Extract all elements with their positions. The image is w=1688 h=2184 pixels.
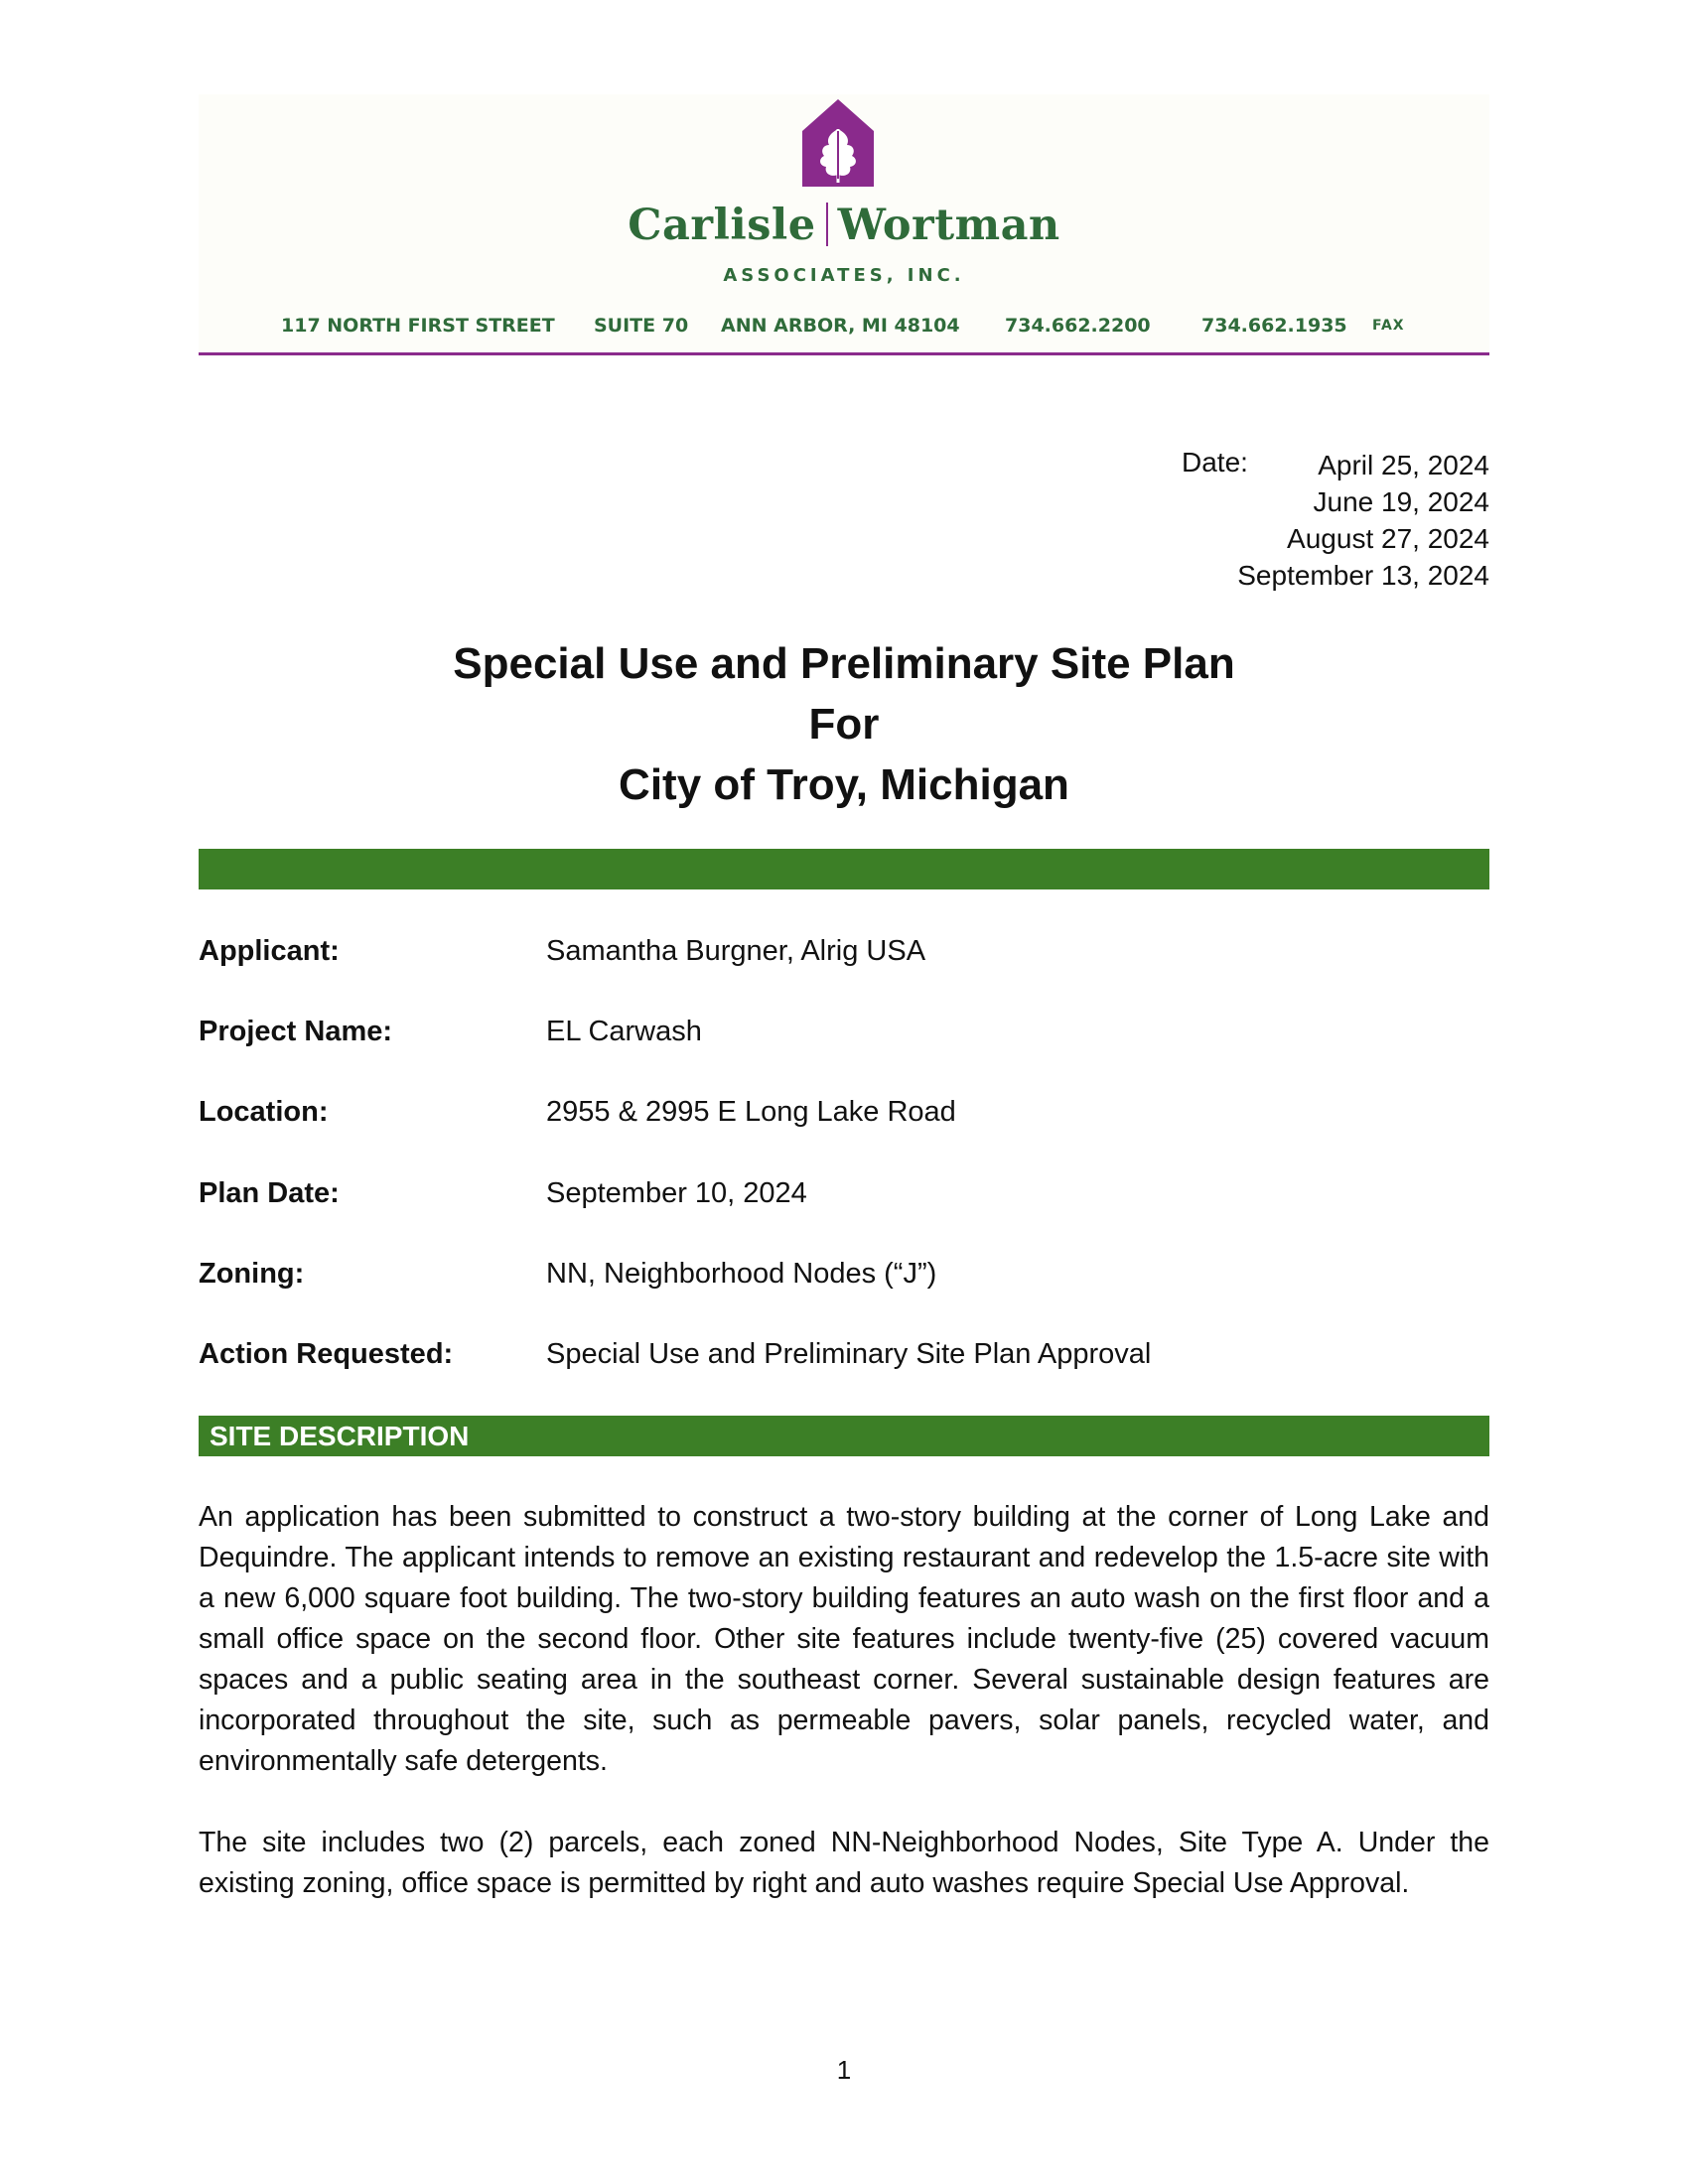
dates-label: Date:: [1182, 447, 1248, 478]
title-line-1: Special Use and Preliminary Site Plan: [453, 639, 1235, 688]
info-value: September 10, 2024: [546, 1177, 807, 1209]
info-value: Special Use and Preliminary Site Plan Approval: [546, 1338, 1152, 1370]
address-suite: SUITE 70: [594, 315, 689, 337]
info-row-plan-date: [199, 1177, 1489, 1217]
info-label: Applicant:: [199, 935, 340, 967]
letterhead: [199, 94, 1489, 357]
letterhead-rule: [199, 352, 1489, 355]
date-item: September 13, 2024: [1237, 560, 1489, 591]
info-row-location: [199, 1096, 1489, 1136]
date-item: April 25, 2024: [1318, 450, 1489, 480]
info-label: Plan Date:: [199, 1177, 340, 1209]
info-label: Project Name:: [199, 1016, 393, 1047]
address-city: ANN ARBOR, MI 48104: [721, 315, 960, 337]
info-value: 2955 & 2995 E Long Lake Road: [546, 1096, 956, 1128]
fax-number: 734.662.1935: [1201, 315, 1347, 337]
date-item: August 27, 2024: [1287, 523, 1489, 554]
info-row-applicant: [199, 935, 1489, 975]
title-divider-bar: [199, 849, 1489, 889]
oak-leaf-house-icon: [802, 99, 874, 187]
paragraph: An application has been submitted to construct a two-story building at the corner of Long Lake and Dequindre. The applicant intends to remove an existing restaurant and redevelop the 1.5-acre site with a new 6,000 square foot building. The two-story building features an auto wash on the first floor and a small office space on the second floor. Other site features include twenty-five (25) covered vacuum spaces and a public seating area in the southeast corner. Several sustainable design features are incorporated throughout the site, such as permeable pavers, solar panels, recycled water, and environmentally safe detergents.: [199, 1501, 1489, 1777]
info-row-project-name: [199, 1016, 1489, 1055]
company-subtitle: ASSOCIATES, INC.: [723, 265, 965, 286]
company-name-first: Carlisle: [628, 201, 816, 250]
company-name-second: Wortman: [837, 201, 1060, 250]
info-row-action-requested: [199, 1338, 1489, 1378]
info-label: Action Requested:: [199, 1338, 454, 1370]
date-item: June 19, 2024: [1313, 486, 1489, 517]
info-value: NN, Neighborhood Nodes (“J”): [546, 1258, 937, 1290]
section-heading: SITE DESCRIPTION: [210, 1421, 470, 1451]
address-line: [199, 315, 1489, 344]
fax-label: FAX: [1372, 318, 1405, 334]
document-title: [199, 633, 1489, 815]
company-name: [199, 201, 1489, 250]
title-line-2: For: [808, 700, 880, 749]
phone-number: 734.662.2200: [1005, 315, 1151, 337]
page-number: 1: [836, 2055, 852, 2085]
brand-divider: [826, 203, 828, 246]
info-label: Zoning:: [199, 1258, 305, 1290]
info-label: Location:: [199, 1096, 329, 1128]
address-street: 117 NORTH FIRST STREET: [281, 315, 555, 337]
paragraph: The site includes two (2) parcels, each zoned NN-Neighborhood Nodes, Site Type A. Under the existing zoning, office space is permitted by right and auto washes require Special Use Approval.: [199, 1827, 1489, 1899]
title-line-3: City of Troy, Michigan: [619, 760, 1069, 809]
dates-list: [1237, 447, 1489, 594]
info-value: Samantha Burgner, Alrig USA: [546, 935, 926, 967]
info-value: EL Carwash: [546, 1016, 702, 1047]
section-header: [199, 1416, 1489, 1456]
info-row-zoning: [199, 1258, 1489, 1297]
